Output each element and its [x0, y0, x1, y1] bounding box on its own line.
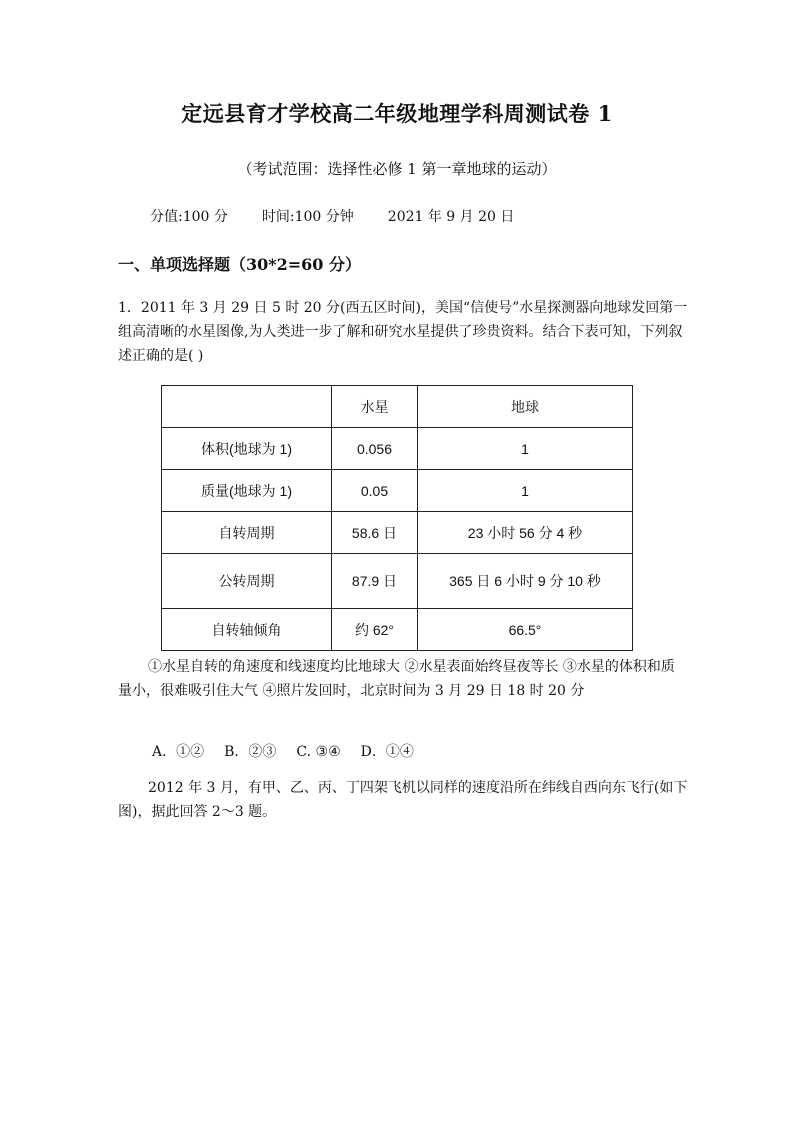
- table-header-cell: 地球: [418, 386, 633, 428]
- table-cell: 87.9 日: [332, 554, 418, 609]
- table-row: [162, 428, 633, 470]
- question-1-choices: [152, 741, 434, 761]
- page-title: 定远县育才学校高二年级地理学科周测试卷 1: [181, 101, 613, 126]
- section-heading: 一、单项选择题（30*2=60 分）: [118, 255, 362, 274]
- planet-comparison-table: [161, 385, 633, 651]
- table-row: [162, 470, 633, 512]
- exam-meta: [150, 206, 548, 226]
- table-cell: 公转周期: [162, 554, 332, 609]
- table-cell: 质量(地球为 1): [162, 470, 332, 512]
- question-2-intro: 2012 年 3 月，有甲、乙、丙、丁四架飞机以同样的速度沿所在纬线自西向东飞行(如下图)，据此回答 2～3 题。: [118, 780, 688, 820]
- table-header-cell: [162, 386, 332, 428]
- table-cell: 23 小时 56 分 4 秒: [418, 512, 633, 554]
- table-header-cell: 水星: [332, 386, 418, 428]
- choice-c: C. ③④: [296, 744, 341, 760]
- question-1-text: 1．2011 年 3 月 29 日 5 时 20 分(西五区时间)，美国“信使号”水星探测器向地球发回第一组高清晰的水星图像,为人类进一步了解和研究水星提供了珍贵资料。结合下表可知，下列叙述正确的是( ): [118, 300, 688, 364]
- table-cell: 自转周期: [162, 512, 332, 554]
- table-cell: 约 62°: [332, 609, 418, 651]
- table-row: [162, 609, 633, 651]
- choice-a: A．①②: [152, 744, 205, 760]
- table-cell: 0.05: [332, 470, 418, 512]
- table-cell: 体积(地球为 1): [162, 428, 332, 470]
- table-cell: 1: [418, 470, 633, 512]
- question-1-statements: ①水星自转的角速度和线速度均比地球大 ②水星表面始终昼夜等长 ③水星的体积和质量小，很难吸引住大气 ④照片发回时，北京时间为 3 月 29 日 18 时 20 分: [118, 659, 675, 699]
- table-cell: 自转轴倾角: [162, 609, 332, 651]
- table-cell: 365 日 6 小时 9 分 10 秒: [418, 554, 633, 609]
- table-cell: 0.056: [332, 428, 418, 470]
- table-row: [162, 554, 633, 609]
- score-text: 分值:100 分: [150, 209, 228, 225]
- exam-scope: （考试范围：选择性必修 1 第一章地球的运动）: [237, 160, 557, 178]
- table-row: [162, 512, 633, 554]
- date-text: 2021 年 9 月 20 日: [387, 209, 515, 225]
- choice-b: B．②③: [224, 744, 277, 760]
- table-header-row: [162, 386, 633, 428]
- choice-d: D．①④: [360, 744, 414, 760]
- table-cell: 1: [418, 428, 633, 470]
- table-cell: 58.6 日: [332, 512, 418, 554]
- time-text: 时间:100 分钟: [261, 209, 354, 225]
- table-cell: 66.5°: [418, 609, 633, 651]
